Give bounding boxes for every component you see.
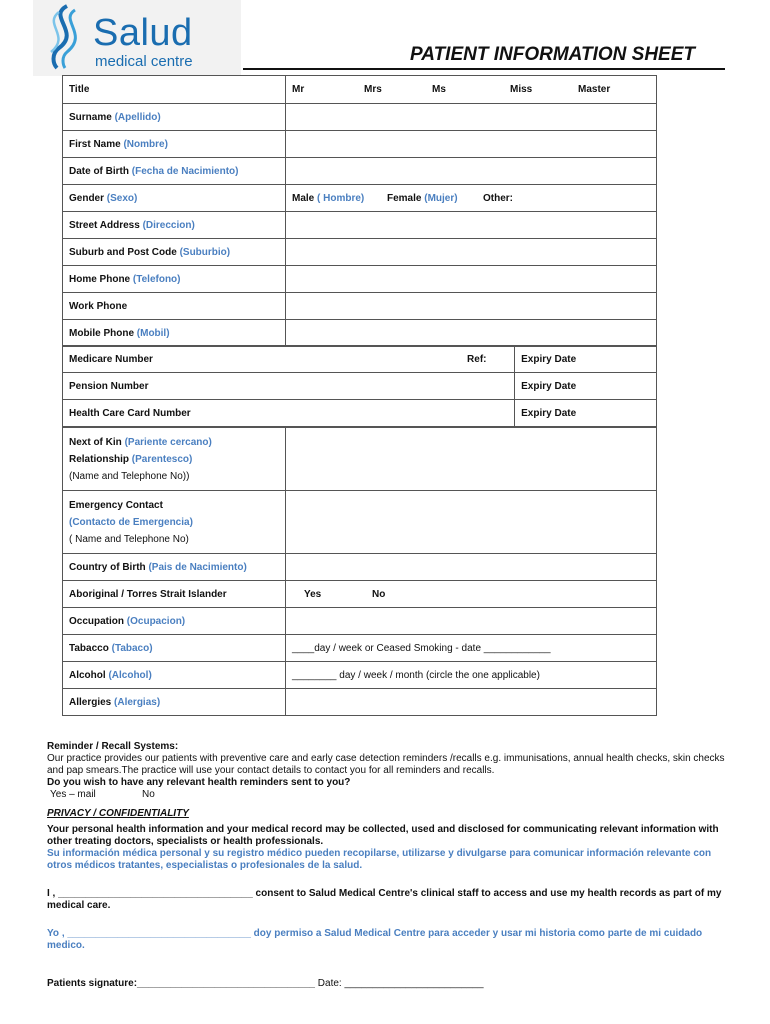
country-field[interactable] bbox=[286, 554, 657, 581]
aboriginal-label: Aboriginal / Torres Strait Islander bbox=[63, 581, 286, 608]
mobile-field[interactable] bbox=[286, 320, 657, 347]
title-mrs[interactable]: Mrs bbox=[364, 84, 382, 95]
work-phone-label: Work Phone bbox=[63, 293, 286, 320]
title-miss[interactable]: Miss bbox=[510, 84, 533, 95]
privacy-section bbox=[47, 808, 737, 990]
title-master[interactable]: Master bbox=[578, 84, 611, 95]
dob-field[interactable] bbox=[286, 158, 657, 185]
alcohol-label: Alcohol (Alcohol) bbox=[63, 662, 286, 689]
gender-other[interactable]: Other: bbox=[483, 192, 513, 204]
aboriginal-options[interactable] bbox=[286, 581, 657, 608]
surname-field[interactable] bbox=[286, 104, 657, 131]
street-label: Street Address (Direccion) bbox=[63, 212, 286, 239]
gender-label: Gender (Sexo) bbox=[63, 185, 286, 212]
reminder-no[interactable]: No bbox=[142, 789, 155, 800]
swoosh-icon bbox=[37, 2, 93, 72]
patient-form bbox=[62, 75, 657, 347]
mobile-label: Mobile Phone (Mobil) bbox=[63, 320, 286, 347]
title-options[interactable] bbox=[286, 76, 657, 104]
allergies-label: Allergies (Alergias) bbox=[63, 689, 286, 716]
work-phone-field[interactable] bbox=[286, 293, 657, 320]
aboriginal-yes[interactable]: Yes bbox=[304, 588, 322, 600]
gender-male[interactable]: Male ( Hombre) bbox=[292, 192, 365, 204]
medicare-ref[interactable]: Ref: bbox=[461, 346, 515, 373]
reminder-yes[interactable]: Yes – mail bbox=[50, 789, 96, 800]
medicare-expiry[interactable]: Expiry Date bbox=[515, 346, 657, 373]
first-name-label: First Name (Nombre) bbox=[63, 131, 286, 158]
next-of-kin-label: Next of Kin (Pariente cercano) Relationship (Parentesco) (Name and Telephone No)) bbox=[63, 428, 286, 491]
title-ms[interactable]: Ms bbox=[432, 84, 446, 95]
occupation-field[interactable] bbox=[286, 608, 657, 635]
home-phone-field[interactable] bbox=[286, 266, 657, 293]
aboriginal-no[interactable]: No bbox=[372, 588, 386, 600]
gender-female[interactable]: Female (Mujer) bbox=[387, 192, 458, 204]
pension-expiry[interactable]: Expiry Date bbox=[515, 373, 657, 400]
suburb-label: Suburb and Post Code (Suburbio) bbox=[63, 239, 286, 266]
privacy-heading: PRIVACY / CONFIDENTIALITY bbox=[47, 808, 189, 819]
occupation-label: Occupation (Ocupacion) bbox=[63, 608, 286, 635]
reminder-section bbox=[47, 741, 727, 801]
consent-english[interactable]: I , ___________________________________ consent to Salud Medical Centre's clinical staff to access and use my health records as part of my medical care. bbox=[47, 888, 722, 911]
healthcare-label: Health Care Card Number bbox=[63, 400, 515, 427]
reminder-body: Our practice provides our patients with preventive care and early case detection reminders /recalls e.g. immunisations, annual health checks, skin checks and pap smears.The practice will use your contact details to contact you for all reminders and recalls. bbox=[47, 753, 725, 776]
tobacco-label: Tabacco (Tabaco) bbox=[63, 635, 286, 662]
emergency-label: Emergency Contact (Contacto de Emergencia) ( Name and Telephone No) bbox=[63, 491, 286, 554]
title-mr[interactable]: Mr bbox=[292, 84, 305, 95]
date-line[interactable]: Date: _________________________ bbox=[317, 978, 484, 989]
page-title: PATIENT INFORMATION SHEET bbox=[410, 44, 695, 65]
next-of-kin-field[interactable] bbox=[286, 428, 657, 491]
healthcare-expiry[interactable]: Expiry Date bbox=[515, 400, 657, 427]
home-phone-label: Home Phone (Telefono) bbox=[63, 266, 286, 293]
tobacco-field[interactable]: ____day / week or Ceased Smoking - date ____________ bbox=[286, 635, 657, 662]
alcohol-field[interactable]: ________ day / week / month (circle the one applicable) bbox=[286, 662, 657, 689]
medicare-label: Medicare Number bbox=[63, 346, 462, 373]
contacts-table bbox=[62, 427, 657, 716]
country-label: Country of Birth (Pais de Nacimiento) bbox=[63, 554, 286, 581]
privacy-spanish: Su información médica personal y su registro médico pueden recopilarse, utilizarse y divulgarse para comunicar información relevante con otros médicos tratantes, especialistas o profesionales de la salud. bbox=[47, 848, 712, 871]
title-rule bbox=[243, 68, 725, 70]
logo-name: Salud bbox=[93, 12, 193, 54]
privacy-english: Your personal health information and your medical record may be collected, used and disclosed for communicating relevant information with other treating doctors, specialists or health professionals. bbox=[47, 824, 719, 847]
pension-label: Pension Number bbox=[63, 373, 515, 400]
first-name-field[interactable] bbox=[286, 131, 657, 158]
consent-spanish[interactable]: Yo , _________________________________ doy permiso a Salud Medical Centre para acceder y usar mi historia como parte de mi cuidado medico. bbox=[47, 928, 703, 951]
card-numbers-table bbox=[62, 345, 657, 427]
surname-label: Surname (Apellido) bbox=[63, 104, 286, 131]
reminder-question: Do you wish to have any relevant health reminders sent to you? bbox=[47, 777, 351, 788]
allergies-field[interactable] bbox=[286, 689, 657, 716]
logo-subtitle: medical centre bbox=[95, 53, 193, 70]
logo bbox=[33, 0, 241, 76]
title-label: Title bbox=[63, 76, 286, 104]
reminder-heading: Reminder / Recall Systems: bbox=[47, 741, 179, 752]
dob-label: Date of Birth (Fecha de Nacimiento) bbox=[63, 158, 286, 185]
street-field[interactable] bbox=[286, 212, 657, 239]
gender-options[interactable] bbox=[286, 185, 657, 212]
emergency-field[interactable] bbox=[286, 491, 657, 554]
suburb-field[interactable] bbox=[286, 239, 657, 266]
signature-line[interactable]: Patients signature:________________________________ bbox=[47, 978, 315, 989]
